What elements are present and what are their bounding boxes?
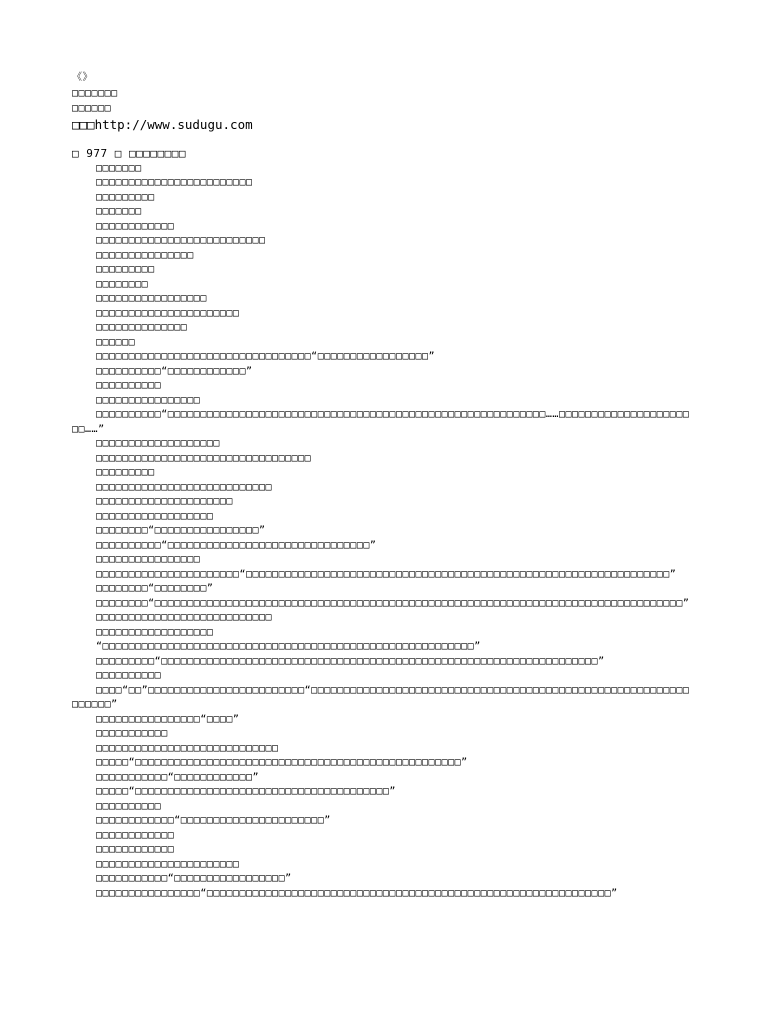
document-header [72,70,692,132]
paragraph: □□□□“□□”□□□□□□□□□□□□□□□□□□□□□□□□“□□□□□□□□□□□□□□□□□□□□□□□□□□□□□□□□□□□□□□□□□□□□□□□□□□□□□□□□□□□□□□□□” [72,684,690,710]
paragraph: □□□□□□□□□□□ [96,728,168,739]
paragraph: □□□□□□□□□□ [96,670,162,681]
spacer [72,132,692,147]
paragraph: □□□□□□□□□ [96,264,155,275]
paragraph: □□□□□□□□□□□□□□□□ [96,394,201,406]
paragraph: □□□□□□□□□□□□□□□□□□ [96,626,214,638]
paragraph: □□□□□□□□□□“□□□□□□□□□□□□” [96,365,253,377]
paragraph: □□□□□“□□□□□□□□□□□□□□□□□□□□□□□□□□□□□□□□□□□□□□□□□□□□□□□□□□” [96,757,468,768]
paragraph: □□□□□□□□□□□□□□□□□□□□□□□□□□ [96,235,266,246]
paragraph: □□□□□□□□□□□□□□□□□□ [96,510,214,522]
paragraph: □□□□□□□□“□□□□□□□□” [96,583,214,594]
paragraph: □□□□□□□□□□□□□□□□□□□□□□□□□□□ [96,481,273,493]
paragraph: □□□□□□□□□□□□□□□ [96,249,194,261]
paragraph: □□□□□□□□□□□□□□□□□□□□□□□□□□□□□□□□□ [96,452,312,464]
paragraph: □□□□□□□□□□□□□□□□□□□□□□□□ [96,177,253,188]
paragraph: □□□□□□□ [96,162,142,174]
paragraph: □□□□□“□□□□□□□□□□□□□□□□□□□□□□□□□□□□□□□□□□□□□□□” [96,786,396,797]
paragraph: □□□□□□□□□□□□ [96,829,175,841]
paragraph: □□□□□□□□□□□□□□□□“□□□□” [96,713,240,725]
paragraph: □□□□□□□□□□□□□□□□“□□□□□□□□□□□□□□□□□□□□□□□□□□□□□□□□□□□□□□□□□□□□□□□□□□□□□□□□□□□□□□” [96,887,618,899]
paragraph: □□□□□□□□□□□□ [96,844,175,855]
paragraph: □□□□□□□ [96,206,142,217]
header-line: □□□□□□ [72,103,112,114]
paragraph: □□□□□□□□ [96,278,149,290]
paragraph: “□□□□□□□□□□□□□□□□□□□□□□□□□□□□□□□□□□□□□□□□□□□□□□□□□□□□□□□□□” [96,641,481,652]
paragraph: □□□□□□□□□“□□□□□□□□□□□□□□□□□□□□□□□□□□□□□□□□□□□□□□□□□□□□□□□□□□□□□□□□□□□□□□□□□□□” [96,655,605,667]
header-line: □□□□□□□ [72,87,118,99]
paragraph: □□□□□□ [96,336,136,348]
paragraph: □□□□□□□□□□□□□□□□□□□□□ [96,496,233,507]
paragraph: □□□□□□□□□□ [96,800,162,812]
paragraph: □□□□□□□□□□□□□□□□□□□□□□□□□□□ [96,612,273,623]
paragraph: □□□□□□□□□□□□□□□□□□□□□□“□□□□□□□□□□□□□□□□□□□□□□□□□□□□□□□□□□□□□□□□□□□□□□□□□□□□□□□□□□□□□□□□□” [96,568,677,580]
paragraph: □□□□□□□□□□□“□□□□□□□□□□□□” [96,771,260,783]
paragraph: □□□□□□□□□□“□□□□□□□□□□□□□□□□□□□□□□□□□□□□□□□” [96,539,377,551]
paragraph: □□□□□□□□□□“□□□□□□□□□□□□□□□□□□□□□□□□□□□□□□□□□□□□□□□□□□□□□□□□□□□□□□□□□□……□□□□□□□□□□□□□□□□□□□□□□……” [72,409,690,435]
paragraph: □□□□□□□□□□□□□□□□ [96,554,201,565]
chapter-body [72,162,692,902]
paragraph: □□□□□□□□□□□□□□□□□ [96,293,207,304]
paragraph: □□□□□□□□“□□□□□□□□□□□□□□□□” [96,525,266,536]
chapter-title: □ 977 □ □□□□□□□□ [72,147,186,160]
paragraph: □□□□□□□□“□□□□□□□□□□□□□□□□□□□□□□□□□□□□□□□□□□□□□□□□□□□□□□□□□□□□□□□□□□□□□□□□□□□□□□□□□□□□□□□□□” [96,597,690,609]
paragraph: □□□□□□□□□ [96,191,155,203]
paragraph: □□□□□□□□□□□□□□□□□□□□□□□□□□□□□□□□□“□□□□□□□□□□□□□□□□□” [96,351,436,362]
site-url-line: □□□http://www.sudugu.com [72,116,253,132]
paragraph: □□□□□□□□□□ [96,380,162,391]
paragraph: □□□□□□□□□ [96,467,155,478]
paragraph: □□□□□□□□□□□□□□□□□□□ [96,438,220,449]
paragraph: □□□□□□□□□□□□ [96,220,175,232]
paragraph: □□□□□□□□□□□□□□ [96,322,188,333]
paragraph: □□□□□□□□□□□□□□□□□□□□□□□□□□□□ [96,742,279,754]
paragraph: □□□□□□□□□□□□“□□□□□□□□□□□□□□□□□□□□□□” [96,815,331,826]
paragraph: □□□□□□□□□□□□□□□□□□□□□□ [96,307,240,319]
paragraph: □□□□□□□□□□□“□□□□□□□□□□□□□□□□□” [96,873,292,884]
title-brackets: 《》 [72,72,93,83]
paragraph: □□□□□□□□□□□□□□□□□□□□□□ [96,858,240,870]
